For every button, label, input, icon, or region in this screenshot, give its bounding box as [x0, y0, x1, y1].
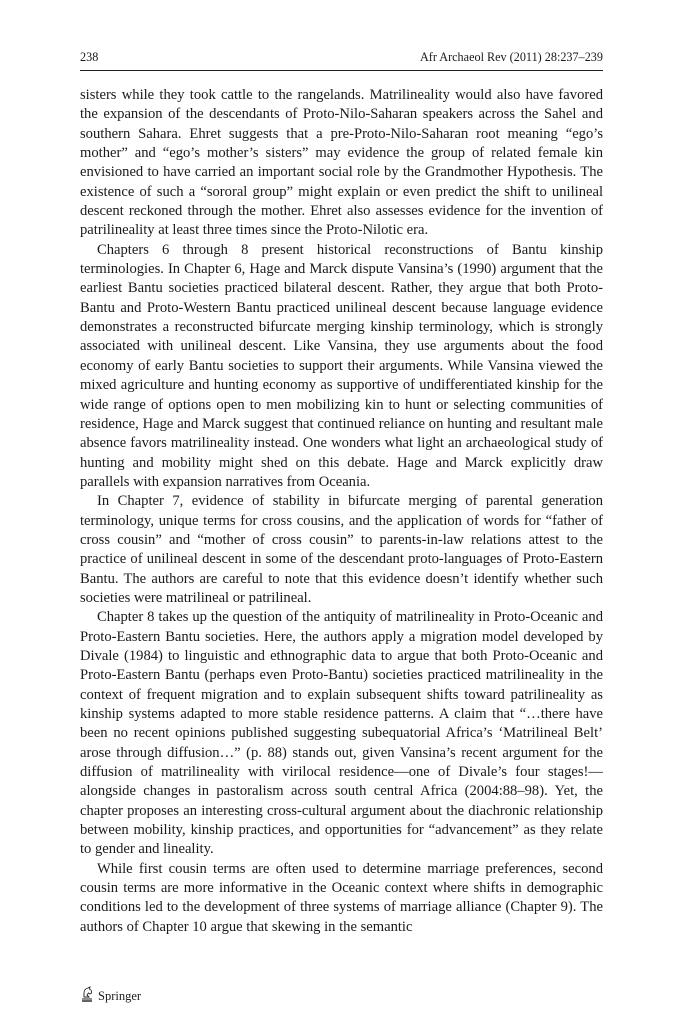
paragraph: Chapter 8 takes up the question of the antiquity of matrilineality in Proto-Oceanic and Proto-Eastern Bantu societies. Here, the authors apply a migration model developed by Divale (1984) to linguistic and ethnographic data to argue that both Proto-Oceanic and Proto-Eastern Bantu (perhaps even Proto-Bantu) societies practiced matrilineality in the context of frequent migration and to explain subsequent shifts toward patrilineality as kinship systems adapted to more stable residence patterns. A claim that “…there have been no recent opinions published suggesting subequatorial Africa’s ‘Matrilineal Belt’ arose through diffusion…” (p. 88) stands out, given Vansina’s recent argument for the diffusion of matrilineality with virilocal residence—one of Divale’s four stages!—alongside changes in pastoralism across south central Africa (2004:88–98). Yet, the chapter proposes an interesting cross-cultural argument about the diachronic relationship between mobility, kinship practices, and opportunities for “advancement” as they relate to gender and lineality.: [80, 609, 603, 858]
running-header: [80, 50, 603, 68]
springer-horse-icon: [80, 986, 94, 1006]
journal-citation: Afr Archaeol Rev (2011) 28:237–239: [420, 50, 603, 64]
paragraph: In Chapter 7, evidence of stability in bifurcate merging of parental generation terminology, unique terms for cross cousins, and the application of words for “father of cross cousin” and “mother of cross cousin” to parents-in-law relations attest to the practice of unilineal descent in some of the descendant proto-languages of Proto-Eastern Bantu. The authors are careful to note that this evidence doesn’t identify whether such societies were matrilineal or patrilineal.: [80, 493, 603, 606]
paragraph: Chapters 6 through 8 present historical reconstructions of Bantu kinship terminologies. In Chapter 6, Hage and Marck dispute Vansina’s (1990) argument that the earliest Bantu societies practiced bilateral descent. Rather, they argue that both Proto-Bantu and Proto-Western Bantu practiced unilineal descent because language evidence demonstrates a reconstructed bifurcate merging kinship terminology, which is strongly associated with unilineal descent. Like Vansina, they use arguments about the food economy of early Bantu societies to support their arguments. While Vansina viewed the mixed agriculture and hunting economy as supportive of undifferentiated kinship for the wide range of options open to men mobilizing kin to hunt or selecting communities of residence, Hage and Marck suggest that continued reliance on hunting and resultant male absence favors matrilineality instead. One wonders what light an archaeological study of hunting and mobility might shed on this debate. Hage and Marck explicitly draw parallels with expansion narratives from Oceania.: [80, 241, 603, 490]
publisher-name: Springer: [98, 988, 142, 1003]
article-body: [80, 86, 603, 937]
page-number: 238: [80, 50, 99, 64]
publisher-footer: [80, 986, 141, 1006]
header-rule: [80, 70, 603, 71]
paragraph: sisters while they took cattle to the rangelands. Matrilineality would also have favored the expansion of the descendants of Proto-Nilo-Saharan speakers across the Sahel and southern Sahara. Ehret suggests that a pre-Proto-Nilo-Saharan root meaning “ego’s mother” and “ego’s mother’s sisters” may evidence the group of related female kin envisioned to have carried an important social role by the Grandmother Hypothesis. The existence of such a “sororal group” might explain or even predict the shift to unilineal descent reckoned through the mother. Ehret also assesses evidence for the invention of patrilineality at least three times since the Proto-Nilotic era.: [80, 87, 603, 239]
paragraph: While first cousin terms are often used to determine marriage preferences, second cousin terms are more informative in the Oceanic context where shifts in demographic conditions led to the development of three systems of marriage alliance (Chapter 9). The authors of Chapter 10 argue that skewing in the semantic: [80, 860, 603, 935]
